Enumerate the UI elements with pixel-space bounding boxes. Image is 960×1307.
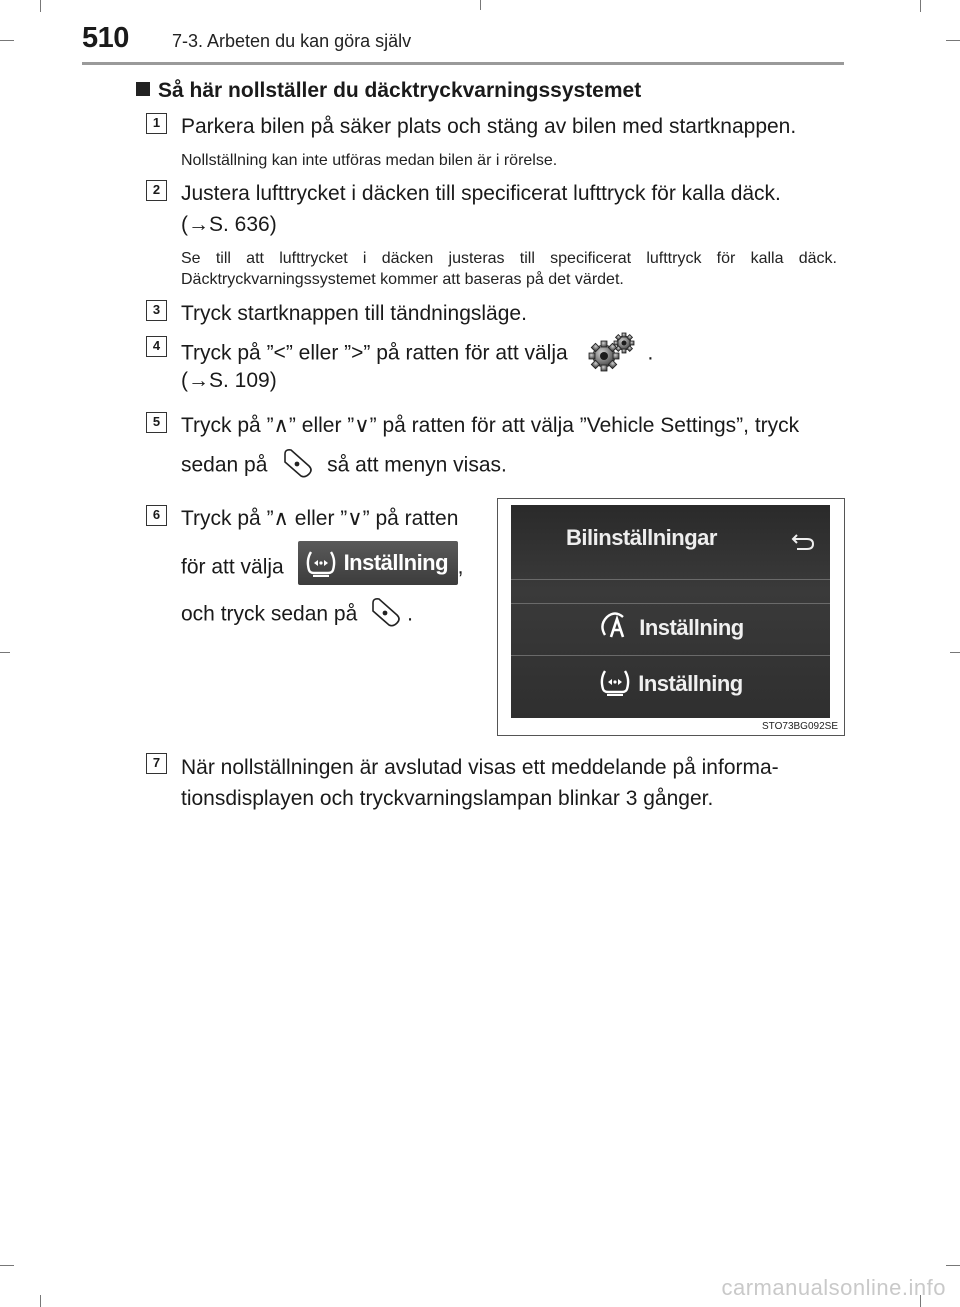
step-1-note: Nollställning kan inte utföras medan bilen är i rörelse. <box>181 152 558 169</box>
display-screenshot-frame <box>497 498 845 736</box>
step-6-text-line3-after: . <box>407 602 413 626</box>
step-6-text-line-3 <box>181 595 413 635</box>
step-1-text: Parkera bilen på säker plats och stäng av bilen med startknappen. <box>181 115 797 138</box>
heading-text: Så här nollställer du däcktryckvarningssystemet <box>158 79 642 102</box>
auto-a-icon <box>597 611 633 647</box>
screen-item-auto-setting <box>511 611 830 647</box>
crop-mark <box>0 652 10 653</box>
section-title: 7-3. Arbeten du kan göra själv <box>172 31 412 51</box>
step-4-text-before: Tryck på ”<” eller ”>” på ratten för att välja <box>181 341 568 365</box>
screen-item-label: Inställning <box>639 614 744 640</box>
pill-label: Inställning <box>343 550 449 575</box>
step-6-text-line-2 <box>181 546 481 590</box>
step-6-text-after: , <box>457 555 464 579</box>
page-number: 510 <box>82 22 129 54</box>
crop-mark <box>40 1295 41 1307</box>
step-5-text-before: sedan på <box>181 453 268 477</box>
crop-mark <box>0 1265 14 1266</box>
enter-button-icon <box>277 444 317 484</box>
gears-icon <box>584 332 640 372</box>
image-code: STO73BG092SE <box>762 721 838 732</box>
step-number-3: 3 <box>146 300 167 321</box>
step-7-text-line-1: När nollställningen är avslutad visas ett meddelande på informa- <box>181 756 779 779</box>
step-number-7: 7 <box>146 753 167 774</box>
screen-divider <box>511 603 830 604</box>
tire-pressure-icon <box>598 667 632 703</box>
step-5-text-line-1: Tryck på ”∧” eller ”∨” på ratten för att välja ”Vehicle Settings”, tryck <box>181 414 800 437</box>
step-number-1: 1 <box>146 113 167 134</box>
screen-divider <box>511 655 830 656</box>
screen-item-tpms-setting <box>511 667 830 703</box>
crop-mark <box>0 40 14 41</box>
crop-mark <box>946 1265 960 1266</box>
step-5-text-after: så att menyn visas. <box>327 453 507 477</box>
screen-title: Bilinställningar <box>566 525 717 550</box>
bullet-square-icon <box>136 82 150 96</box>
step-number-5: 5 <box>146 412 167 433</box>
vehicle-settings-screen <box>511 505 830 718</box>
step-6-text-line3-before: och tryck sedan på <box>181 602 358 626</box>
step-6-text-before: för att välja <box>181 555 284 579</box>
tpms-setting-pill <box>298 541 458 585</box>
step-number-6: 6 <box>146 505 167 526</box>
crop-mark <box>946 40 960 41</box>
crop-mark <box>40 0 41 12</box>
step-4-text-line-2: (→S. 109) <box>181 369 277 392</box>
header-rule <box>82 62 844 65</box>
step-number-4: 4 <box>146 336 167 357</box>
step-6-text-line-1: Tryck på ”∧ eller ”∨” på ratten <box>181 507 459 530</box>
step-5-text-line-2 <box>181 446 507 486</box>
step-4-text-after: . <box>647 341 654 365</box>
step-2-text-line-2: (→S. 636) <box>181 213 277 236</box>
step-2-text-line-1: Justera lufttrycket i däcken till specificerat lufttryck för kalla däck. <box>181 182 781 205</box>
crop-mark <box>480 0 481 10</box>
crop-mark <box>920 0 921 12</box>
tire-pressure-icon <box>304 548 338 593</box>
step-3-text: Tryck startknappen till tändningsläge. <box>181 302 527 325</box>
screen-item-label: Inställning <box>638 670 743 696</box>
watermark: carmanualsonline.info <box>721 1275 946 1300</box>
step-7-text-line-2: tionsdisplayen och tryckvarningslampan blinkar 3 gånger. <box>181 787 714 810</box>
step-2-note: Se till att lufttrycket i däcken justeras till specificerat lufttryck för kalla däck. Däcktryckvarningssystemet kommer att baseras på det värdet. <box>181 250 837 288</box>
back-arrow-icon <box>791 531 817 556</box>
enter-button-icon <box>365 593 405 633</box>
step-number-2: 2 <box>146 180 167 201</box>
section-heading <box>136 79 641 103</box>
crop-mark <box>950 652 960 653</box>
screen-divider <box>511 579 830 580</box>
